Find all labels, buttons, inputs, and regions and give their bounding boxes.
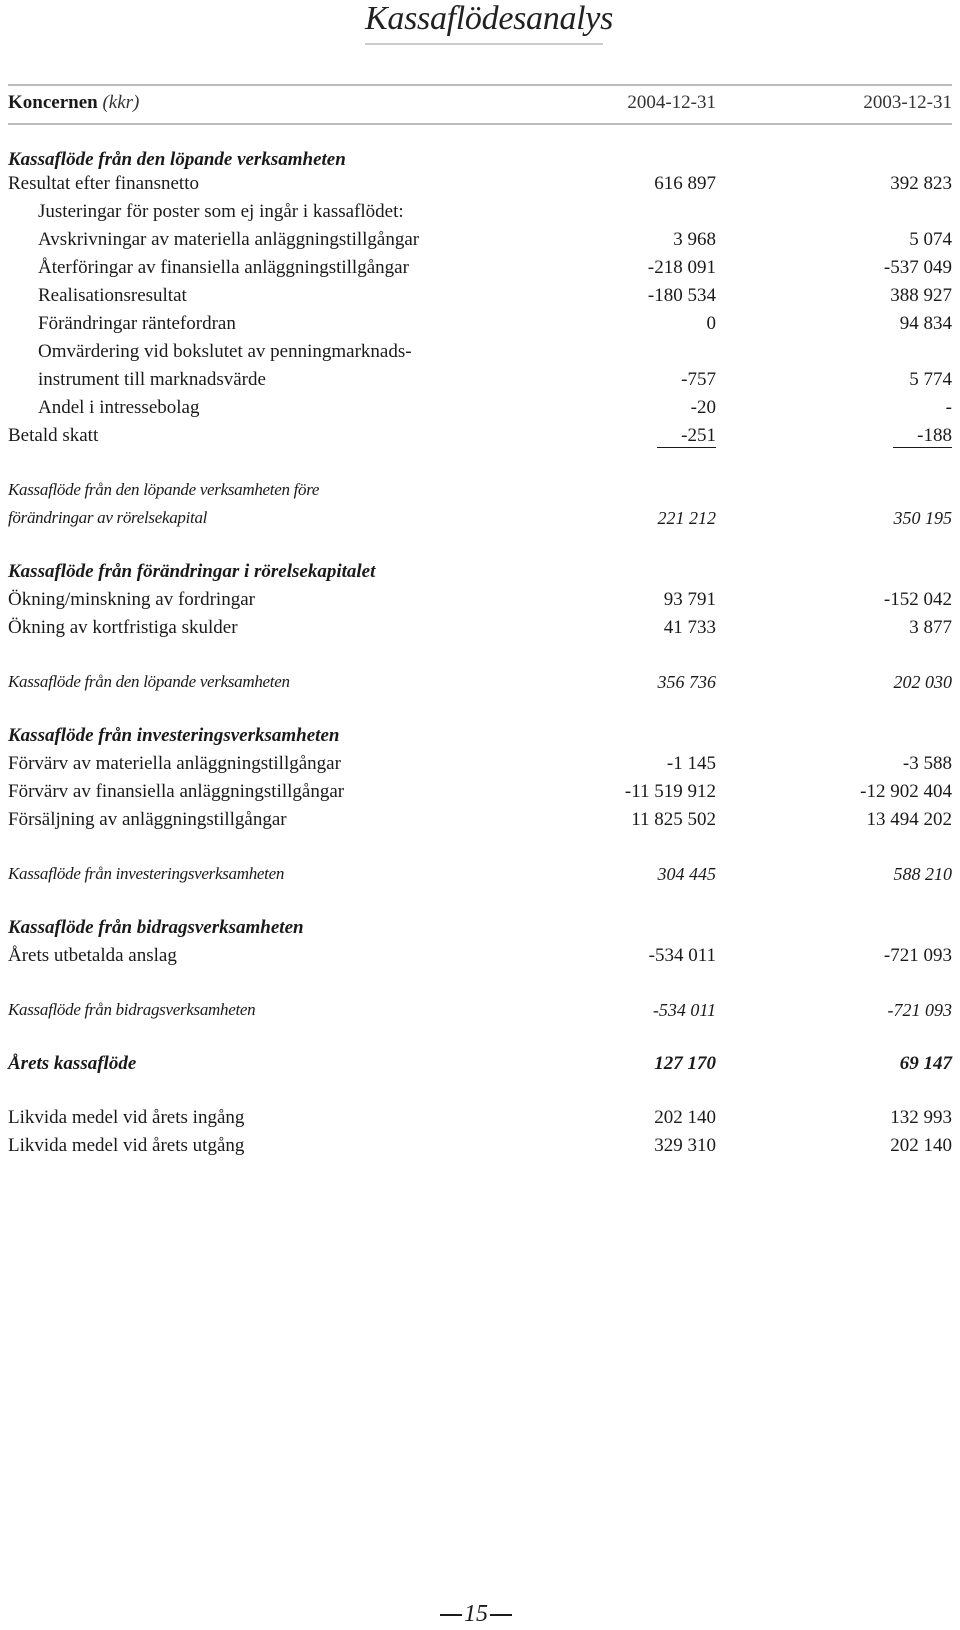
table-row bbox=[8, 586, 952, 614]
table-row bbox=[8, 942, 952, 970]
table-row bbox=[8, 750, 952, 778]
row-value-2003: -721 093 bbox=[887, 1000, 952, 1020]
table-row bbox=[8, 198, 952, 226]
row-value-2004: -757 bbox=[681, 369, 716, 390]
row-value-2003: 350 195 bbox=[893, 508, 952, 528]
row-label: Kassaflöde från den löpande verksamheten bbox=[8, 672, 290, 691]
row-value-2004: 41 733 bbox=[663, 617, 716, 638]
row-value-2003: 588 210 bbox=[893, 864, 952, 884]
row-value-2003 bbox=[893, 422, 952, 450]
table-row bbox=[8, 614, 952, 642]
subtotal-row bbox=[8, 860, 952, 888]
table-header bbox=[8, 92, 952, 118]
row-label: Likvida medel vid årets ingång bbox=[8, 1107, 245, 1128]
row-label: förändringar av rörelsekapital bbox=[8, 508, 208, 527]
row-label: Likvida medel vid årets utgång bbox=[8, 1135, 245, 1156]
row-value-2004: 11 825 502 bbox=[631, 809, 716, 830]
row-value-2004: -20 bbox=[690, 397, 716, 418]
row-value-2003: 132 993 bbox=[890, 1107, 952, 1128]
table-row bbox=[8, 778, 952, 806]
header-col-2004: 2004-12-31 bbox=[627, 92, 716, 113]
row-value-2003: 5 774 bbox=[909, 369, 952, 390]
row-value-2003: 94 834 bbox=[899, 313, 952, 334]
row-value-2004: -180 534 bbox=[647, 285, 716, 306]
total-row bbox=[8, 1050, 952, 1078]
page-number-text: 15 bbox=[464, 1601, 488, 1627]
row-value-2003: 392 823 bbox=[890, 173, 952, 194]
title-underline bbox=[365, 43, 603, 45]
row-label: Kassaflöde från den löpande verksamheten före bbox=[8, 480, 320, 499]
table-row bbox=[8, 226, 952, 254]
section-heading-working-capital bbox=[8, 558, 952, 586]
row-label: Årets utbetalda anslag bbox=[8, 945, 177, 966]
row-label: Avskrivningar av materiella anläggningstillgångar bbox=[38, 229, 420, 250]
table-row bbox=[8, 1132, 952, 1160]
row-label: Förändringar räntefordran bbox=[38, 313, 236, 334]
table-row bbox=[8, 254, 952, 282]
row-label: Försäljning av anläggningstillgångar bbox=[8, 809, 287, 830]
row-label: Betald skatt bbox=[8, 425, 99, 446]
table-row bbox=[8, 338, 952, 366]
row-value-2004: -218 091 bbox=[647, 257, 716, 278]
row-value-2004 bbox=[657, 422, 716, 450]
row-value-2004: -534 011 bbox=[652, 1000, 716, 1020]
row-value-2004: 93 791 bbox=[663, 589, 716, 610]
header-bottom-rule bbox=[8, 123, 952, 125]
row-label: Kassaflöde från bidragsverksamheten bbox=[8, 917, 304, 938]
row-value-2004: -1 145 bbox=[666, 753, 716, 774]
header-unit: (kkr) bbox=[102, 92, 140, 113]
row-value-2004: -534 011 bbox=[648, 945, 716, 966]
row-label: Ökning av kortfristiga skulder bbox=[8, 617, 238, 638]
row-value-2004: -11 519 912 bbox=[624, 781, 716, 802]
table-row bbox=[8, 806, 952, 834]
row-label: Andel i intressebolag bbox=[38, 397, 200, 418]
row-label: Förvärv av finansiella anläggningstillgångar bbox=[8, 781, 345, 802]
header-label bbox=[8, 92, 139, 114]
row-value-2003: -152 042 bbox=[883, 589, 952, 610]
row-value-2003: -721 093 bbox=[883, 945, 952, 966]
row-label: Realisationsresultat bbox=[38, 285, 187, 306]
row-value-2003: -537 049 bbox=[883, 257, 952, 278]
row-value-2003: 5 074 bbox=[909, 229, 952, 250]
row-value-2004: 0 bbox=[706, 313, 716, 334]
row-label: Justeringar för poster som ej ingår i kassaflödet: bbox=[38, 201, 404, 222]
row-value-2004: 202 140 bbox=[654, 1107, 716, 1128]
table-row bbox=[8, 282, 952, 310]
row-value-2003: -3 588 bbox=[902, 753, 952, 774]
row-label: Återföringar av finansiella anläggningstillgångar bbox=[38, 257, 409, 278]
table-row bbox=[8, 422, 952, 450]
row-value-2004: 356 736 bbox=[657, 672, 716, 692]
row-label: instrument till marknadsvärde bbox=[38, 369, 266, 390]
page-number-dash bbox=[440, 1614, 462, 1616]
row-label: Ökning/minskning av fordringar bbox=[8, 589, 255, 610]
row-value-2003: 202 030 bbox=[893, 672, 952, 692]
subtotal-row bbox=[8, 668, 952, 696]
row-label: Förvärv av materiella anläggningstillgångar bbox=[8, 753, 341, 774]
page-number-dash bbox=[490, 1614, 512, 1616]
page-number bbox=[438, 1603, 528, 1625]
row-label: Resultat efter finansnetto bbox=[8, 173, 199, 194]
row-label: Kassaflöde från förändringar i rörelsekapitalet bbox=[8, 561, 376, 582]
section-heading-grants bbox=[8, 914, 952, 942]
table-row bbox=[8, 1104, 952, 1132]
row-value-2003: 3 877 bbox=[909, 617, 952, 638]
row-label: Kassaflöde från bidragsverksamheten bbox=[8, 1000, 256, 1019]
row-label: Årets kassaflöde bbox=[8, 1053, 137, 1074]
row-value-2004: 329 310 bbox=[654, 1135, 716, 1156]
section-heading-investing bbox=[8, 722, 952, 750]
table-row bbox=[8, 366, 952, 394]
row-value-2003: -12 902 404 bbox=[860, 781, 952, 802]
table-row bbox=[8, 394, 952, 422]
row-value-2003: 69 147 bbox=[899, 1053, 952, 1074]
subtotal-row bbox=[8, 996, 952, 1024]
row-value-2004: 221 212 bbox=[657, 508, 716, 528]
row-label: Kassaflöde från den löpande verksamheten bbox=[8, 149, 346, 170]
table-row bbox=[8, 310, 952, 338]
row-label: Kassaflöde från investeringsverksamheten bbox=[8, 725, 340, 746]
row-value-2003: 13 494 202 bbox=[866, 809, 952, 830]
row-value-2004: 616 897 bbox=[654, 173, 716, 194]
underlined-value: -188 bbox=[893, 425, 952, 448]
row-value-2004: 304 445 bbox=[657, 864, 716, 884]
subtotal-row bbox=[8, 476, 952, 504]
table-row bbox=[8, 170, 952, 198]
underlined-value: -251 bbox=[657, 425, 716, 448]
row-label: Omvärdering vid bokslutet av penningmarknads- bbox=[38, 341, 412, 362]
header-col-2003: 2003-12-31 bbox=[863, 92, 952, 113]
row-value-2004: 127 170 bbox=[654, 1053, 716, 1074]
row-value-2003: 202 140 bbox=[890, 1135, 952, 1156]
row-label: Kassaflöde från investeringsverksamheten bbox=[8, 864, 285, 883]
row-value-2003: - bbox=[945, 397, 952, 418]
page-title: Kassaflödesanalys bbox=[365, 0, 614, 37]
header-top-rule bbox=[8, 84, 952, 86]
row-value-2004: 3 968 bbox=[673, 229, 716, 250]
header-group-name: Koncernen bbox=[8, 92, 98, 113]
row-value-2003: 388 927 bbox=[890, 285, 952, 306]
subtotal-row bbox=[8, 504, 952, 532]
